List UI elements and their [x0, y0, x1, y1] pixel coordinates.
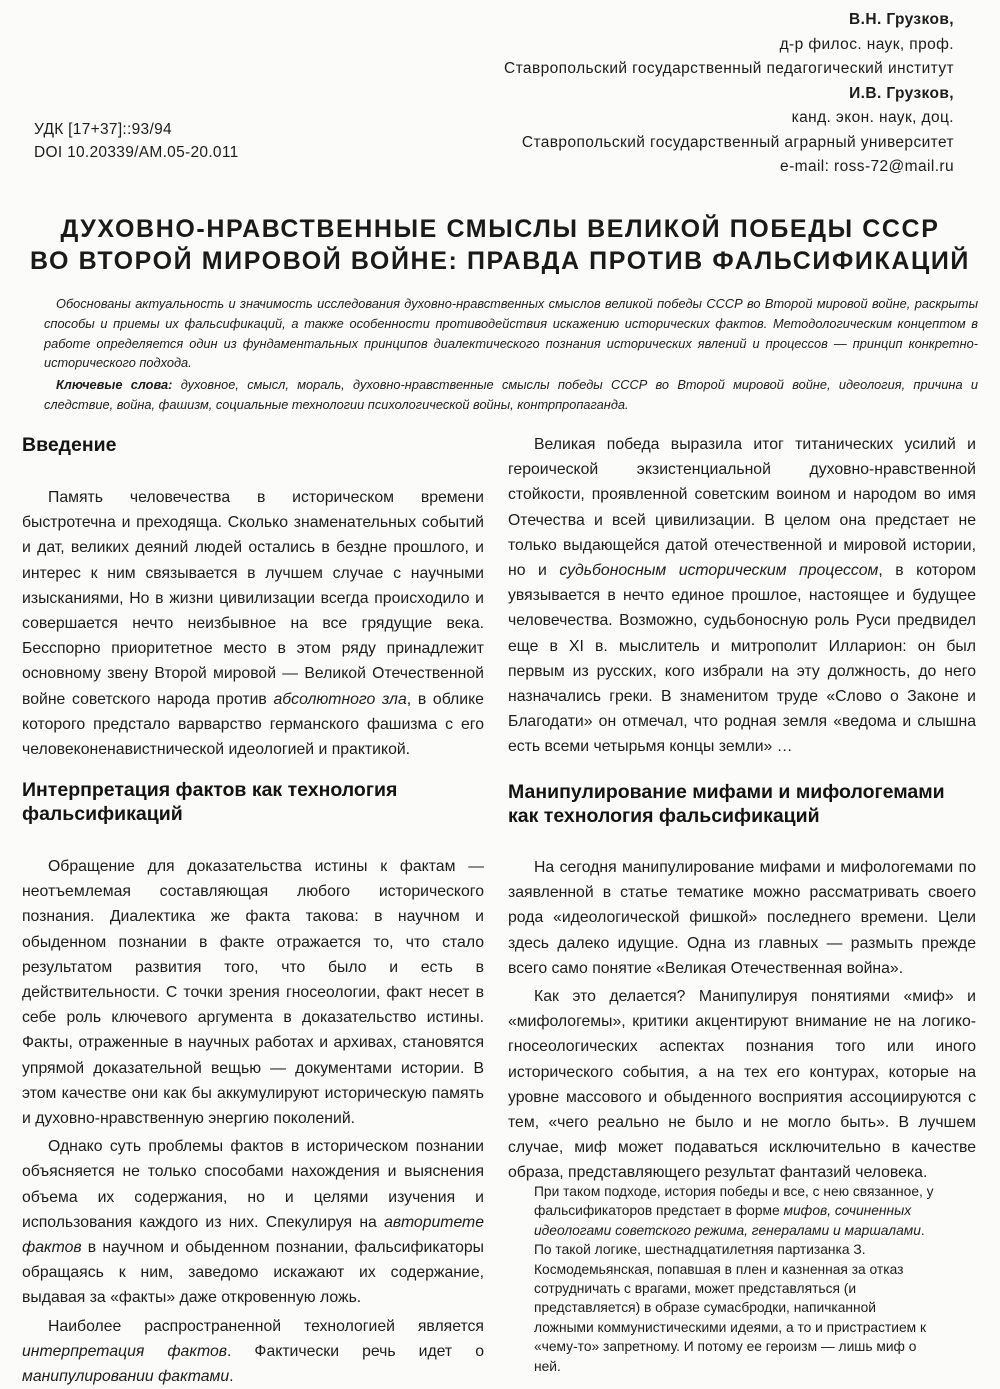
victory-text-a: Великая победа выразила итог титанических усилий и героической экзистенциальной духовно-нравственной стойкости, проявленной советским воином и народом во имя Отечества и всей цивилизации. В целом она предстает не только выдающейся датой отечественной и мировой истории, но и: [508, 436, 976, 580]
authors-block: [504, 8, 954, 180]
abstract: Обоснованы актуальность и значимость исследования духовно-нравственных смыслов великой победы СССР во Второй мировой войне, раскрыты способы и приемы их фальсификаций, а также особенности противодействия искажению исторических фактов. Методологическим концептом в работе определяется один из фундаментальных принципов диалектического познания исторических явлений и процессов — принцип конкретно-исторического подхода.: [44, 296, 978, 371]
interp-paragraph-2: [22, 1134, 484, 1310]
myths-section: [508, 855, 976, 1186]
interp-p2-emphasis: авторитете фактов: [22, 1213, 484, 1257]
heading-myths: Манипулирование мифами и мифологемами как технология фальсификаций: [508, 781, 945, 827]
doi-code: DOI 10.20339/AM.05-20.011: [34, 144, 239, 161]
author-degree-2: канд. экон. наук, доц.: [791, 109, 954, 126]
small-text-b: . По такой логике, шестнадцатилетняя партизанка З. Космодемьянская, попавшая в плен и казненная за отказ сотрудничать с врагами, может представляться (и представляется) в образе сумасбродки, напичканной ложными коммунистическими идеями, а то и пристрастием к «чему-то» запретному. И потому ее героизм — лишь миф о ней.: [534, 1222, 927, 1374]
interp-p3-emphasis-1: интерпретация фактов: [22, 1342, 227, 1360]
small-emphasis: мифов, сочиненных идеологами советского режима, генералами и маршалами: [534, 1203, 921, 1238]
author-email[interactable]: e-mail: ross-72@mail.ru: [780, 158, 954, 175]
udk-code: УДК [17+37]::93/94: [34, 121, 172, 138]
victory-emphasis: судьбоносным историческим процессом: [559, 562, 879, 580]
title-line-2: ВО ВТОРОЙ МИРОВОЙ ВОЙНЕ: ПРАВДА ПРОТИВ ФАЛЬСИФИКАЦИЙ: [30, 247, 970, 275]
interpretation-section: [22, 854, 484, 1389]
interp-paragraph-3: [22, 1314, 484, 1389]
interp-paragraph-1: Обращение для доказательства истины к фактам — неотъемлемая составляющая любого исторического познания. Диалектика же факта такова: в научном и обыденном познании в факте отражается то, что стало результатом развития того, что было и есть в действительности. С точки зрения гносеологии, факт несет в себе роль ключевого аргумента в доказательство истины. Факты, отраженные в научных работах и архивах, становятся упрямой доказательной вещью — документами истории. В этом качестве они как бы аккумулируют историческую память и духовно-нравственную энергию поколений.: [22, 858, 484, 1128]
keywords-label: Ключевые слова:: [56, 377, 173, 392]
article-title: [0, 213, 1000, 277]
title-line-1: ДУХОВНО-НРАВСТВЕННЫЕ СМЫСЛЫ ВЕЛИКОЙ ПОБЕДЫ СССР: [60, 215, 940, 243]
interp-p2-text-a: Однако суть проблемы фактов в историческом познании объясняется не только способами нахождения и выяснения объема их содержания, но и целями изучения и использования каждого из них. Спекулируя на: [22, 1138, 484, 1231]
myths-paragraph-2: Как это делается? Манипулируя понятиями «миф» и «мифологемы», критики акцентируют внимание не на логико-гносеологических аспектах познания того или иного исторического события, а на тех его контурах, которые на уровне массового и обыденного восприятия ассоциируются с тем, «чего реально не было и не могло быть». В лучшем случае, миф может подаваться исключительно в качестве образа, представляющего результат фантазий человека.: [508, 988, 976, 1182]
heading-interpretation: Интерпретация фактов как технология фальсификаций: [22, 779, 398, 825]
interp-p3-text-c: .: [229, 1368, 234, 1386]
keywords: [44, 375, 978, 415]
author-name-1: В.Н. Грузков,: [849, 11, 954, 28]
keywords-text: духовное, смысл, мораль, духовно-нравственные смыслы победы СССР во Второй мировой войне, идеология, причина и следствие, война, фашизм, социальные технологии психологической войны, контрпропаганда.: [44, 377, 978, 412]
intro-emphasis: абсолютного зла: [273, 690, 407, 708]
intro-section: [22, 485, 484, 762]
author-org-2: Ставропольский государственный аграрный университет: [521, 133, 954, 151]
interp-p3-text-b: . Фактически речь идет о: [227, 1342, 484, 1360]
intro-text-a: Память человечества в историческом времени быстротечна и преходяща. Сколько знаменательных событий и дат, великих деяний людей остались в бездне прошлого, и интерес к ним связывается в лучшем случае с научными изысканиями, Но в жизни цивилизации всегда происходило и совершается нечто неизбывное на все грядущие века. Бесспорно приоритетное место в этом ряду принадлежит основному звену Второй мировой — Великой Отечественной войне советского народа против: [22, 489, 484, 708]
small-text-a: При таком подходе, история победы и все, с нею связанное, у фальсификаторов предстает в форме: [534, 1184, 934, 1219]
udk-doi-block: [34, 118, 239, 164]
interp-p2-text-b: в научном и обыденном познании, фальсификаторы обращаясь к ним, заведомо искажают их содержание, выдавая за «факты» даже откровенную ложь.: [22, 1239, 484, 1307]
intro-text-b: , в облике которого предстало варварство германского фашизма с его человеконенавистнической идеологией и практикой.: [22, 690, 484, 759]
author-degree-1: д-р филос. наук, проф.: [779, 35, 954, 53]
intro-paragraph: [22, 485, 484, 762]
victory-paragraph: [508, 432, 976, 760]
author-name-2: И.В. Грузков,: [849, 84, 954, 102]
author-org-1: Ставропольский государственный педагогический институт: [504, 60, 954, 77]
myths-paragraph-1: На сегодня манипулирование мифами и мифологемами по заявленной в статье тематике можно рассматривать своего рода «идеологической фишкой» последнего времени. Цели здесь далеко идущие. Одна из главных — размыть прежде всего само понятие «Великая Отечественная война».: [508, 859, 976, 977]
interp-p3-emphasis-2: манипулировании фактами: [22, 1368, 230, 1386]
victory-section: [508, 432, 976, 760]
interp-p3-text-a: Наиболее распространенной технологией является: [48, 1317, 484, 1335]
heading-introduction: Введение: [22, 434, 117, 456]
myths-small-paragraph: [534, 1182, 938, 1376]
victory-text-b: , в котором увязывается в нечто единое прошлое, настоящее и будущее человечества. Возможно, судьбоносную роль Руси предвидел еще в XI в. мыслитель и митрополит Илларион: он был первым из русских, кого избрали на эту должность, до него назначались греки. В знаменитом труде «Слово о Законе и Благодати» он отмечал, что родная земля «ведома и слышна есть всеми четырьмя концы земли» …: [508, 562, 976, 756]
